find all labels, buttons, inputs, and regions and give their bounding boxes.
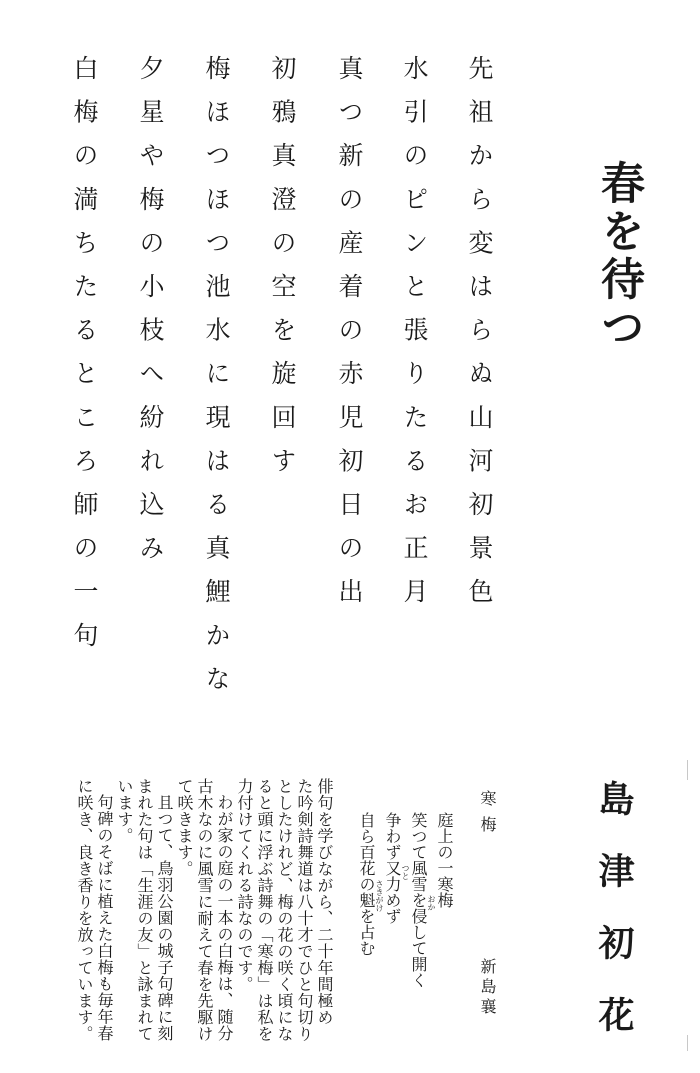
haiku-line: 白梅の満ちたるところ師の一句: [70, 55, 99, 666]
essay-line: 句碑のそばに植えた白梅も毎年春: [95, 794, 114, 1042]
essay-line: 古木なのに風雪に耐えて春を先駆け: [195, 778, 214, 1042]
poem-title: 寒梅: [478, 790, 497, 842]
poem-line: 自ら百花の魁を占む: [357, 812, 376, 956]
article-title: 春を待つ: [593, 160, 644, 352]
poem-line: 争わず又力めず: [383, 812, 402, 924]
essay-line: た吟剣詩舞道は八十才でひと句切り: [295, 778, 314, 1042]
haiku-line: 先祖から変はらぬ山河初景色: [465, 55, 494, 622]
essay-line: わが家の庭の一本の白梅は、随分: [215, 794, 234, 1042]
haiku-line: 水引のピンと張りたるお正月: [400, 55, 429, 622]
essay-line: 力付けてくれる詩なのです。: [235, 778, 254, 993]
essay-line: まれた句は「生涯の友」と詠まれて: [135, 778, 154, 1042]
essay-line: ると頭に浮ぶ詩舞の「寒梅」は私を: [255, 778, 274, 1042]
poem-author: 新島襄: [478, 958, 497, 1018]
author-name: 島津初花: [593, 780, 635, 1068]
haiku-line: 初鴉真澄の空を旋回す: [268, 55, 297, 491]
essay-line: て咲きます。: [175, 778, 194, 877]
essay-line: に咲き、良き香りを放っています。: [75, 778, 94, 1042]
ruby-annotation: さきがけ: [375, 880, 384, 912]
scan-edge-mark: [687, 1035, 688, 1051]
haiku-line: 夕星や梅の小枝へ紛れ込み: [136, 55, 165, 579]
essay-line: 且つて、鳥羽公園の城子句碑に刻: [155, 794, 174, 1042]
essay-line: います。: [115, 778, 134, 844]
poem-line: 庭上の一寒梅: [435, 812, 454, 908]
poem-line: 笑つて風雪を侵して開く: [409, 812, 428, 988]
haiku-line: 梅ほつほつ池水に現はる真鯉かな: [202, 55, 231, 709]
scan-edge-mark: [687, 760, 688, 780]
haiku-line: 真つ新の産着の赤児初日の出: [335, 55, 364, 622]
ruby-annotation: おか: [427, 895, 436, 911]
ruby-annotation: つと: [401, 864, 410, 880]
essay-line: としたけれど、梅の花の咲く頃にな: [275, 778, 294, 1042]
essay-line: 俳句を学びながら、二十年間極め: [315, 778, 334, 1026]
